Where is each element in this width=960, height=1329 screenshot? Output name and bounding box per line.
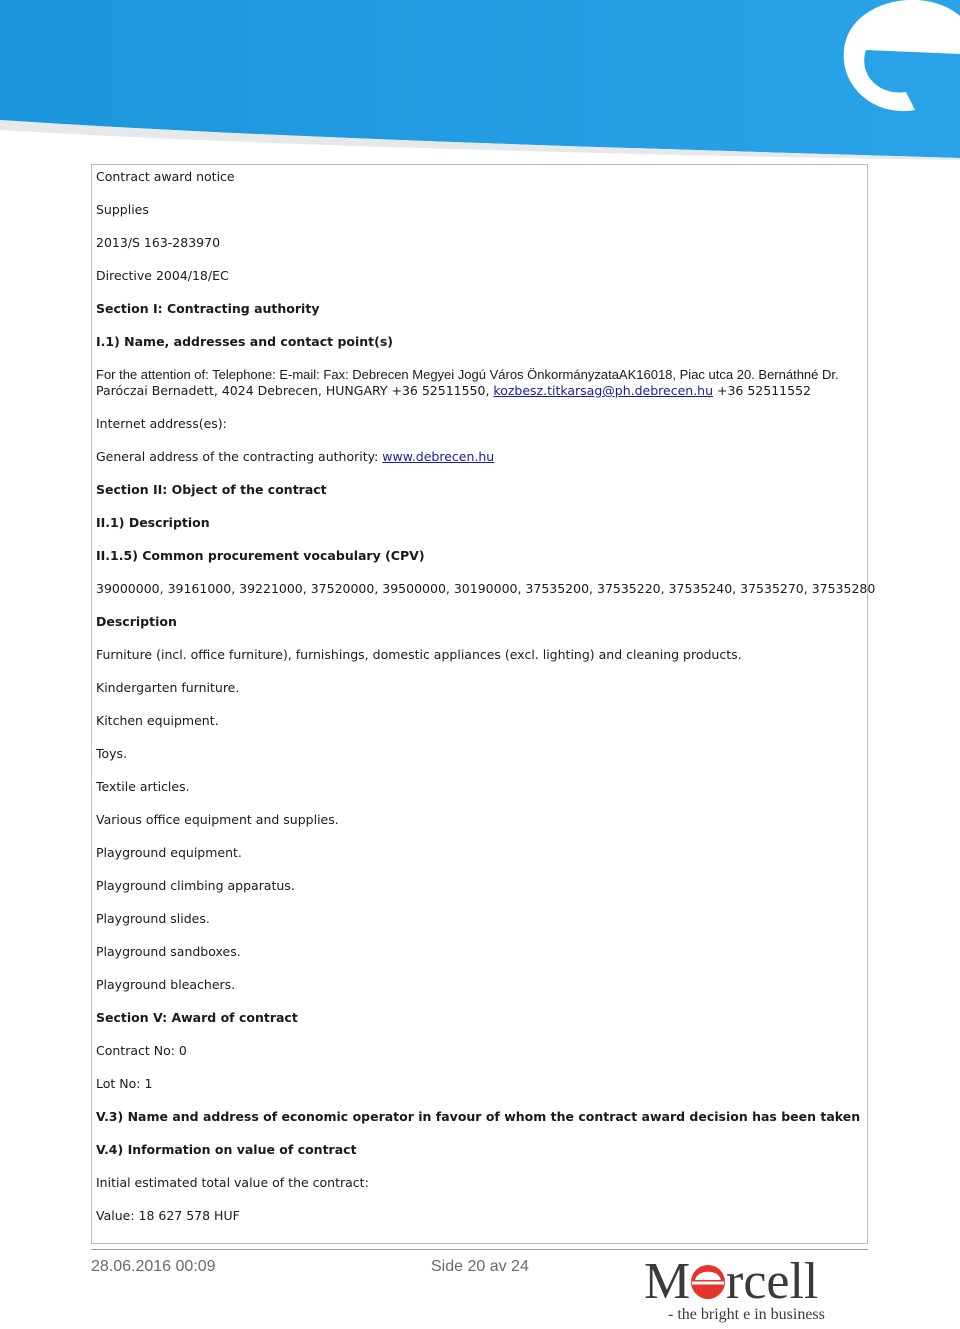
description-item: Furniture (incl. office furniture), furnishings, domestic appliances (excl. lighting) and cleaning products. bbox=[96, 647, 742, 662]
email-link[interactable]: kozbesz.titkarsag@ph.debrecen.hu bbox=[493, 383, 714, 398]
description-item: Playground sandboxes. bbox=[96, 944, 241, 959]
cpv-heading: II.1.5) Common procurement vocabulary (CPV) bbox=[96, 548, 425, 563]
contract-value: Value: 18 627 578 HUF bbox=[96, 1208, 240, 1223]
section-2-heading: Section II: Object of the contract bbox=[96, 482, 327, 497]
description-item: Toys. bbox=[96, 746, 128, 761]
address-line-1: For the attention of: Telephone: E-mail: Fax: Debrecen Megyei Jogú Város ÖnkormányzataAK16018, Piac utca 20. Bernáthné Dr. bbox=[96, 367, 839, 382]
section-5-4-heading: V.4) Information on value of contract bbox=[96, 1142, 357, 1157]
website-link[interactable]: www.debrecen.hu bbox=[382, 449, 495, 464]
description-item: Playground bleachers. bbox=[96, 977, 236, 992]
initial-value-label: Initial estimated total value of the contract: bbox=[96, 1175, 369, 1190]
address-line-2 bbox=[96, 383, 811, 399]
footer-divider bbox=[91, 1249, 868, 1250]
general-address-line bbox=[96, 449, 494, 465]
description-item: Textile articles. bbox=[96, 779, 190, 794]
svg-text:rcell: rcell bbox=[726, 1253, 819, 1308]
header-banner bbox=[0, 0, 960, 160]
footer-datetime: 28.06.2016 00:09 bbox=[91, 1258, 216, 1275]
fax-number: +36 52511552 bbox=[713, 383, 811, 398]
svg-text:M: M bbox=[644, 1253, 691, 1308]
notice-type: Contract award notice bbox=[96, 169, 235, 184]
contract-number: Contract No: 0 bbox=[96, 1043, 187, 1058]
description-heading: II.1) Description bbox=[96, 515, 210, 530]
internet-address-label: Internet address(es): bbox=[96, 416, 227, 431]
notice-panel bbox=[91, 164, 868, 1244]
description-item: Playground slides. bbox=[96, 911, 210, 926]
address-line-2-prefix: Paróczai Bernadett, 4024 Debrecen, HUNGARY +36 52511550, bbox=[96, 383, 494, 398]
lot-number: Lot No: 1 bbox=[96, 1076, 153, 1091]
description-item: Kindergarten furniture. bbox=[96, 680, 240, 695]
directive: Directive 2004/18/EC bbox=[96, 268, 229, 283]
footer-page-number: Side 20 av 24 bbox=[431, 1258, 529, 1275]
notice-reference: 2013/S 163-283970 bbox=[96, 235, 221, 250]
mercell-logo bbox=[642, 1252, 872, 1324]
cpv-codes: 39000000, 39161000, 39221000, 37520000, 39500000, 30190000, 37535200, 37535220, 37535240, 37535270, 37535280 bbox=[96, 581, 876, 596]
logo-tagline: - the bright e in business bbox=[668, 1306, 825, 1323]
general-address-label: General address of the contracting authority: bbox=[96, 449, 383, 464]
description-item: Kitchen equipment. bbox=[96, 713, 219, 728]
section-5-heading: Section V: Award of contract bbox=[96, 1010, 298, 1025]
section-1-1-heading: I.1) Name, addresses and contact point(s) bbox=[96, 334, 394, 349]
red-e-icon bbox=[691, 1265, 725, 1299]
section-1-heading: Section I: Contracting authority bbox=[96, 301, 320, 316]
description-label: Description bbox=[96, 614, 177, 629]
description-item: Various office equipment and supplies. bbox=[96, 812, 339, 827]
mercell-wordmark bbox=[642, 1252, 872, 1308]
description-item: Playground climbing apparatus. bbox=[96, 878, 295, 893]
description-item: Playground equipment. bbox=[96, 845, 242, 860]
section-5-3-heading: V.3) Name and address of economic operator in favour of whom the contract award decision has been taken bbox=[96, 1109, 861, 1124]
contract-category: Supplies bbox=[96, 202, 149, 217]
